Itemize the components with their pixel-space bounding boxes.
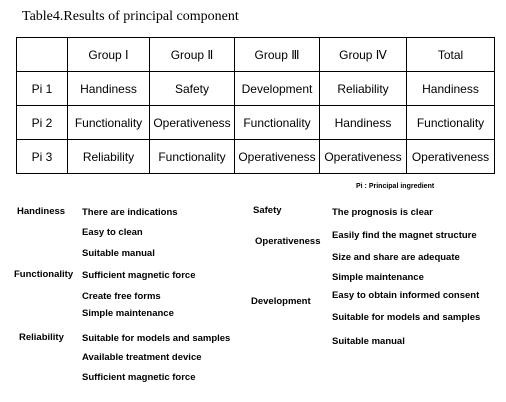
list-item: Simple maintenance — [82, 308, 174, 319]
header-cell-total: Total — [407, 38, 495, 72]
table-header-row — [17, 38, 495, 72]
table-cell: Functionality — [150, 140, 235, 174]
list-item: The prognosis is clear — [332, 207, 433, 218]
list-item: Simple maintenance — [332, 272, 424, 283]
table-cell: Safety — [150, 72, 235, 106]
table-row — [17, 106, 495, 140]
table-cell: Reliability — [68, 140, 150, 174]
category-label-reliability: Reliability — [19, 332, 64, 343]
header-cell-group-2: Group Ⅱ — [150, 38, 235, 72]
header-cell-empty — [17, 38, 68, 72]
table-cell: Reliability — [320, 72, 407, 106]
table-row — [17, 140, 495, 174]
list-item: Sufficient magnetic force — [82, 372, 196, 383]
legend-note: Pi : Principal ingredient — [356, 183, 435, 190]
list-item: Easy to obtain informed consent — [332, 290, 480, 301]
list-item: There are indications — [82, 207, 178, 218]
list-item: Size and share are adequate — [332, 252, 460, 263]
row-label-pi3: Pi 3 — [17, 140, 68, 174]
header-cell-group-4: Group Ⅳ — [320, 38, 407, 72]
table-cell: Operativeness — [407, 140, 495, 174]
results-table — [16, 37, 495, 174]
table-row — [17, 72, 495, 106]
header-cell-group-1: Group Ⅰ — [68, 38, 150, 72]
table-cell: Functionality — [68, 106, 150, 140]
table-cell: Operativeness — [235, 140, 320, 174]
table-cell: Handiness — [407, 72, 495, 106]
table-cell: Development — [235, 72, 320, 106]
list-item: Suitable for models and samples — [82, 333, 231, 344]
list-item: Easy to clean — [82, 227, 143, 238]
table-cell: Functionality — [235, 106, 320, 140]
list-item: Sufficient magnetic force — [82, 270, 196, 281]
row-label-pi1: Pi 1 — [17, 72, 68, 106]
table-cell: Handiness — [68, 72, 150, 106]
row-label-pi2: Pi 2 — [17, 106, 68, 140]
list-item: Suitable for models and samples — [332, 312, 481, 323]
table-cell: Operativeness — [150, 106, 235, 140]
table-cell: Functionality — [407, 106, 495, 140]
category-label-development: Development — [251, 296, 311, 307]
category-label-functionality: Functionality — [14, 269, 74, 280]
list-item: Suitable manual — [332, 336, 405, 347]
category-label-safety: Safety — [253, 205, 282, 216]
list-item: Easily find the magnet structure — [332, 230, 477, 241]
list-item: Suitable manual — [82, 248, 155, 259]
table-title: Table4.Results of principal component — [22, 9, 239, 24]
header-cell-group-3: Group Ⅲ — [235, 38, 320, 72]
category-label-operativeness: Operativeness — [255, 236, 321, 247]
category-label-handiness: Handiness — [17, 206, 66, 217]
list-item: Available treatment device — [82, 352, 202, 363]
list-item: Create free forms — [82, 291, 161, 302]
table-cell: Operativeness — [320, 140, 407, 174]
table-cell: Handiness — [320, 106, 407, 140]
